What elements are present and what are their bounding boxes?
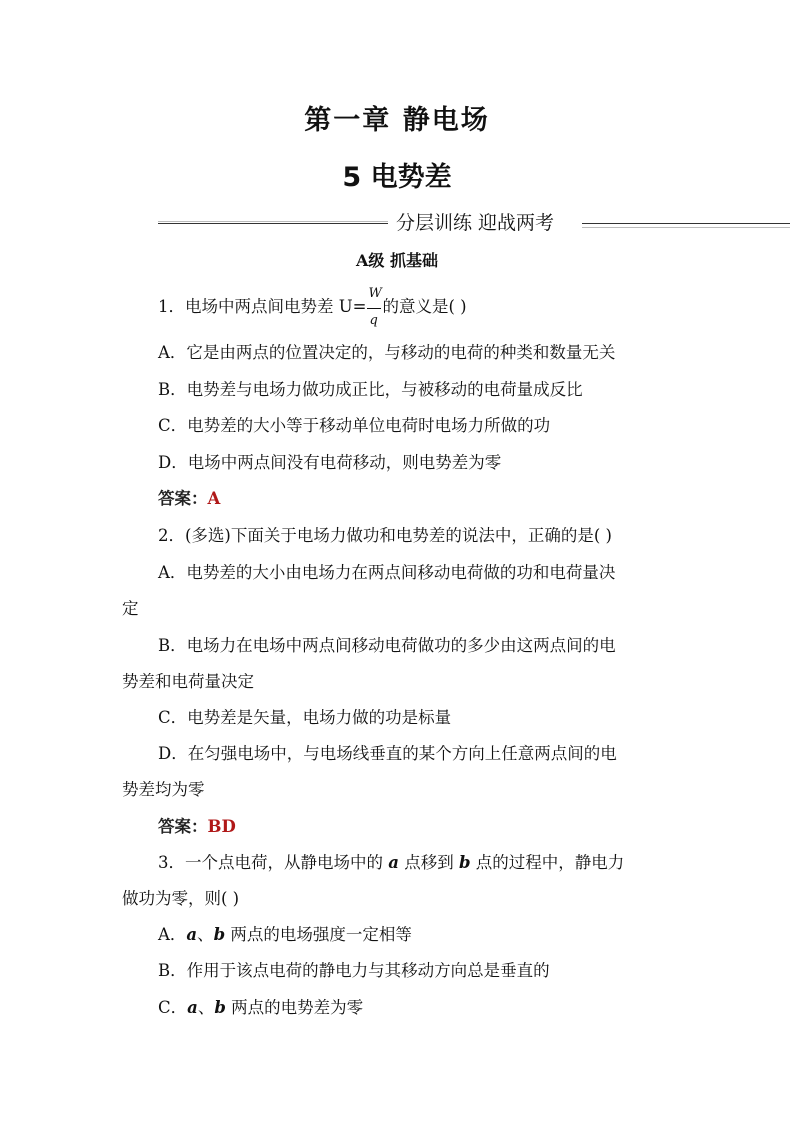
q1-option-c: C．电势差的大小等于移动单位电荷时电场力所做的功 (158, 416, 551, 435)
q3-option-c-sep: 、 (197, 998, 215, 1017)
q2-option-c: C．电势差是矢量，电场力做的功是标量 (158, 708, 452, 727)
banner-text: 分层训练 迎战两考 (396, 212, 555, 234)
q2-stem: 2．(多选)下面关于电场力做功和电势差的说法中，正确的是( ) (158, 526, 612, 545)
q1-frac-bar (367, 308, 381, 309)
q2-option-d-line2: 势差均为零 (122, 780, 205, 799)
q2-answer-value: BD (207, 817, 236, 836)
q3-point-a: a (388, 853, 399, 872)
q3-option-c-text: 两点的电势差为零 (225, 998, 364, 1017)
q3-option-a-sep: 、 (197, 925, 214, 944)
q3-option-c-prefix: C． (158, 998, 188, 1017)
q1-answer-label: 答案： (158, 489, 208, 508)
q1-option-b: B．电势差与电场力做功成正比，与被移动的电荷量成反比 (158, 380, 583, 399)
q2-option-a-line1: A．电势差的大小由电场力在两点间移动电荷做的功和电荷量决 (158, 563, 616, 582)
q3-stem-line2: 做功为零，则( ) (122, 889, 240, 908)
q3-stem-line1 (158, 852, 624, 874)
q2-answer-label: 答案： (158, 817, 208, 836)
q1-answer (158, 488, 220, 510)
q3-stem-part1: 3．一个点电荷，从静电场中的 (158, 853, 389, 872)
q3-option-a-prefix: A． (158, 925, 187, 944)
q2-option-a-line2: 定 (122, 599, 139, 618)
q2-option-b-line2: 势差和电荷量决定 (122, 672, 254, 691)
q1-option-d: D．电场中两点间没有电荷移动，则电势差为零 (158, 453, 502, 472)
q1-stem-suffix: 的意义是( ) (382, 297, 467, 316)
q3-option-c (158, 997, 363, 1019)
q3-option-c-point-b: b (214, 998, 226, 1017)
q1-answer-value: A (207, 489, 221, 508)
q3-option-a-text: 两点的电场强度一定相等 (225, 925, 412, 944)
banner-rule-right (582, 223, 790, 224)
chapter-title: 第一章 静电场 (304, 105, 490, 136)
q1-stem (158, 285, 467, 328)
q1-option-a: A．它是由两点的位置决定的，与移动的电荷的种类和数量无关 (158, 343, 616, 362)
section-banner (158, 210, 790, 236)
q2-answer (158, 816, 236, 838)
q1-frac-denominator: q (369, 312, 378, 328)
q3-option-b: B．作用于该点电荷的静电力与其移动方向总是垂直的 (158, 961, 550, 980)
q3-stem-part3: 点的过程中，静电力 (470, 853, 625, 872)
q3-option-a (158, 924, 412, 946)
q3-option-c-point-a: a (187, 998, 198, 1017)
q3-point-b: b (458, 853, 471, 872)
q1-fraction (367, 285, 382, 328)
q1-frac-numerator: W (368, 285, 382, 301)
q3-option-a-point-a: a (186, 925, 198, 944)
level-heading: A级 抓基础 (356, 251, 438, 270)
q3-stem-part2: 点移到 (398, 853, 459, 872)
q2-option-d-line1: D．在匀强电场中，与电场线垂直的某个方向上任意两点间的电 (158, 744, 617, 763)
q2-option-b-line1: B．电场力在电场中两点间移动电荷做功的多少由这两点间的电 (158, 636, 616, 655)
q3-option-a-point-b: b (213, 925, 226, 944)
banner-rule-left (158, 223, 388, 224)
section-title: 5 电势差 (342, 162, 452, 193)
q1-stem-prefix: 1．电场中两点间电势差 U= (158, 297, 367, 316)
